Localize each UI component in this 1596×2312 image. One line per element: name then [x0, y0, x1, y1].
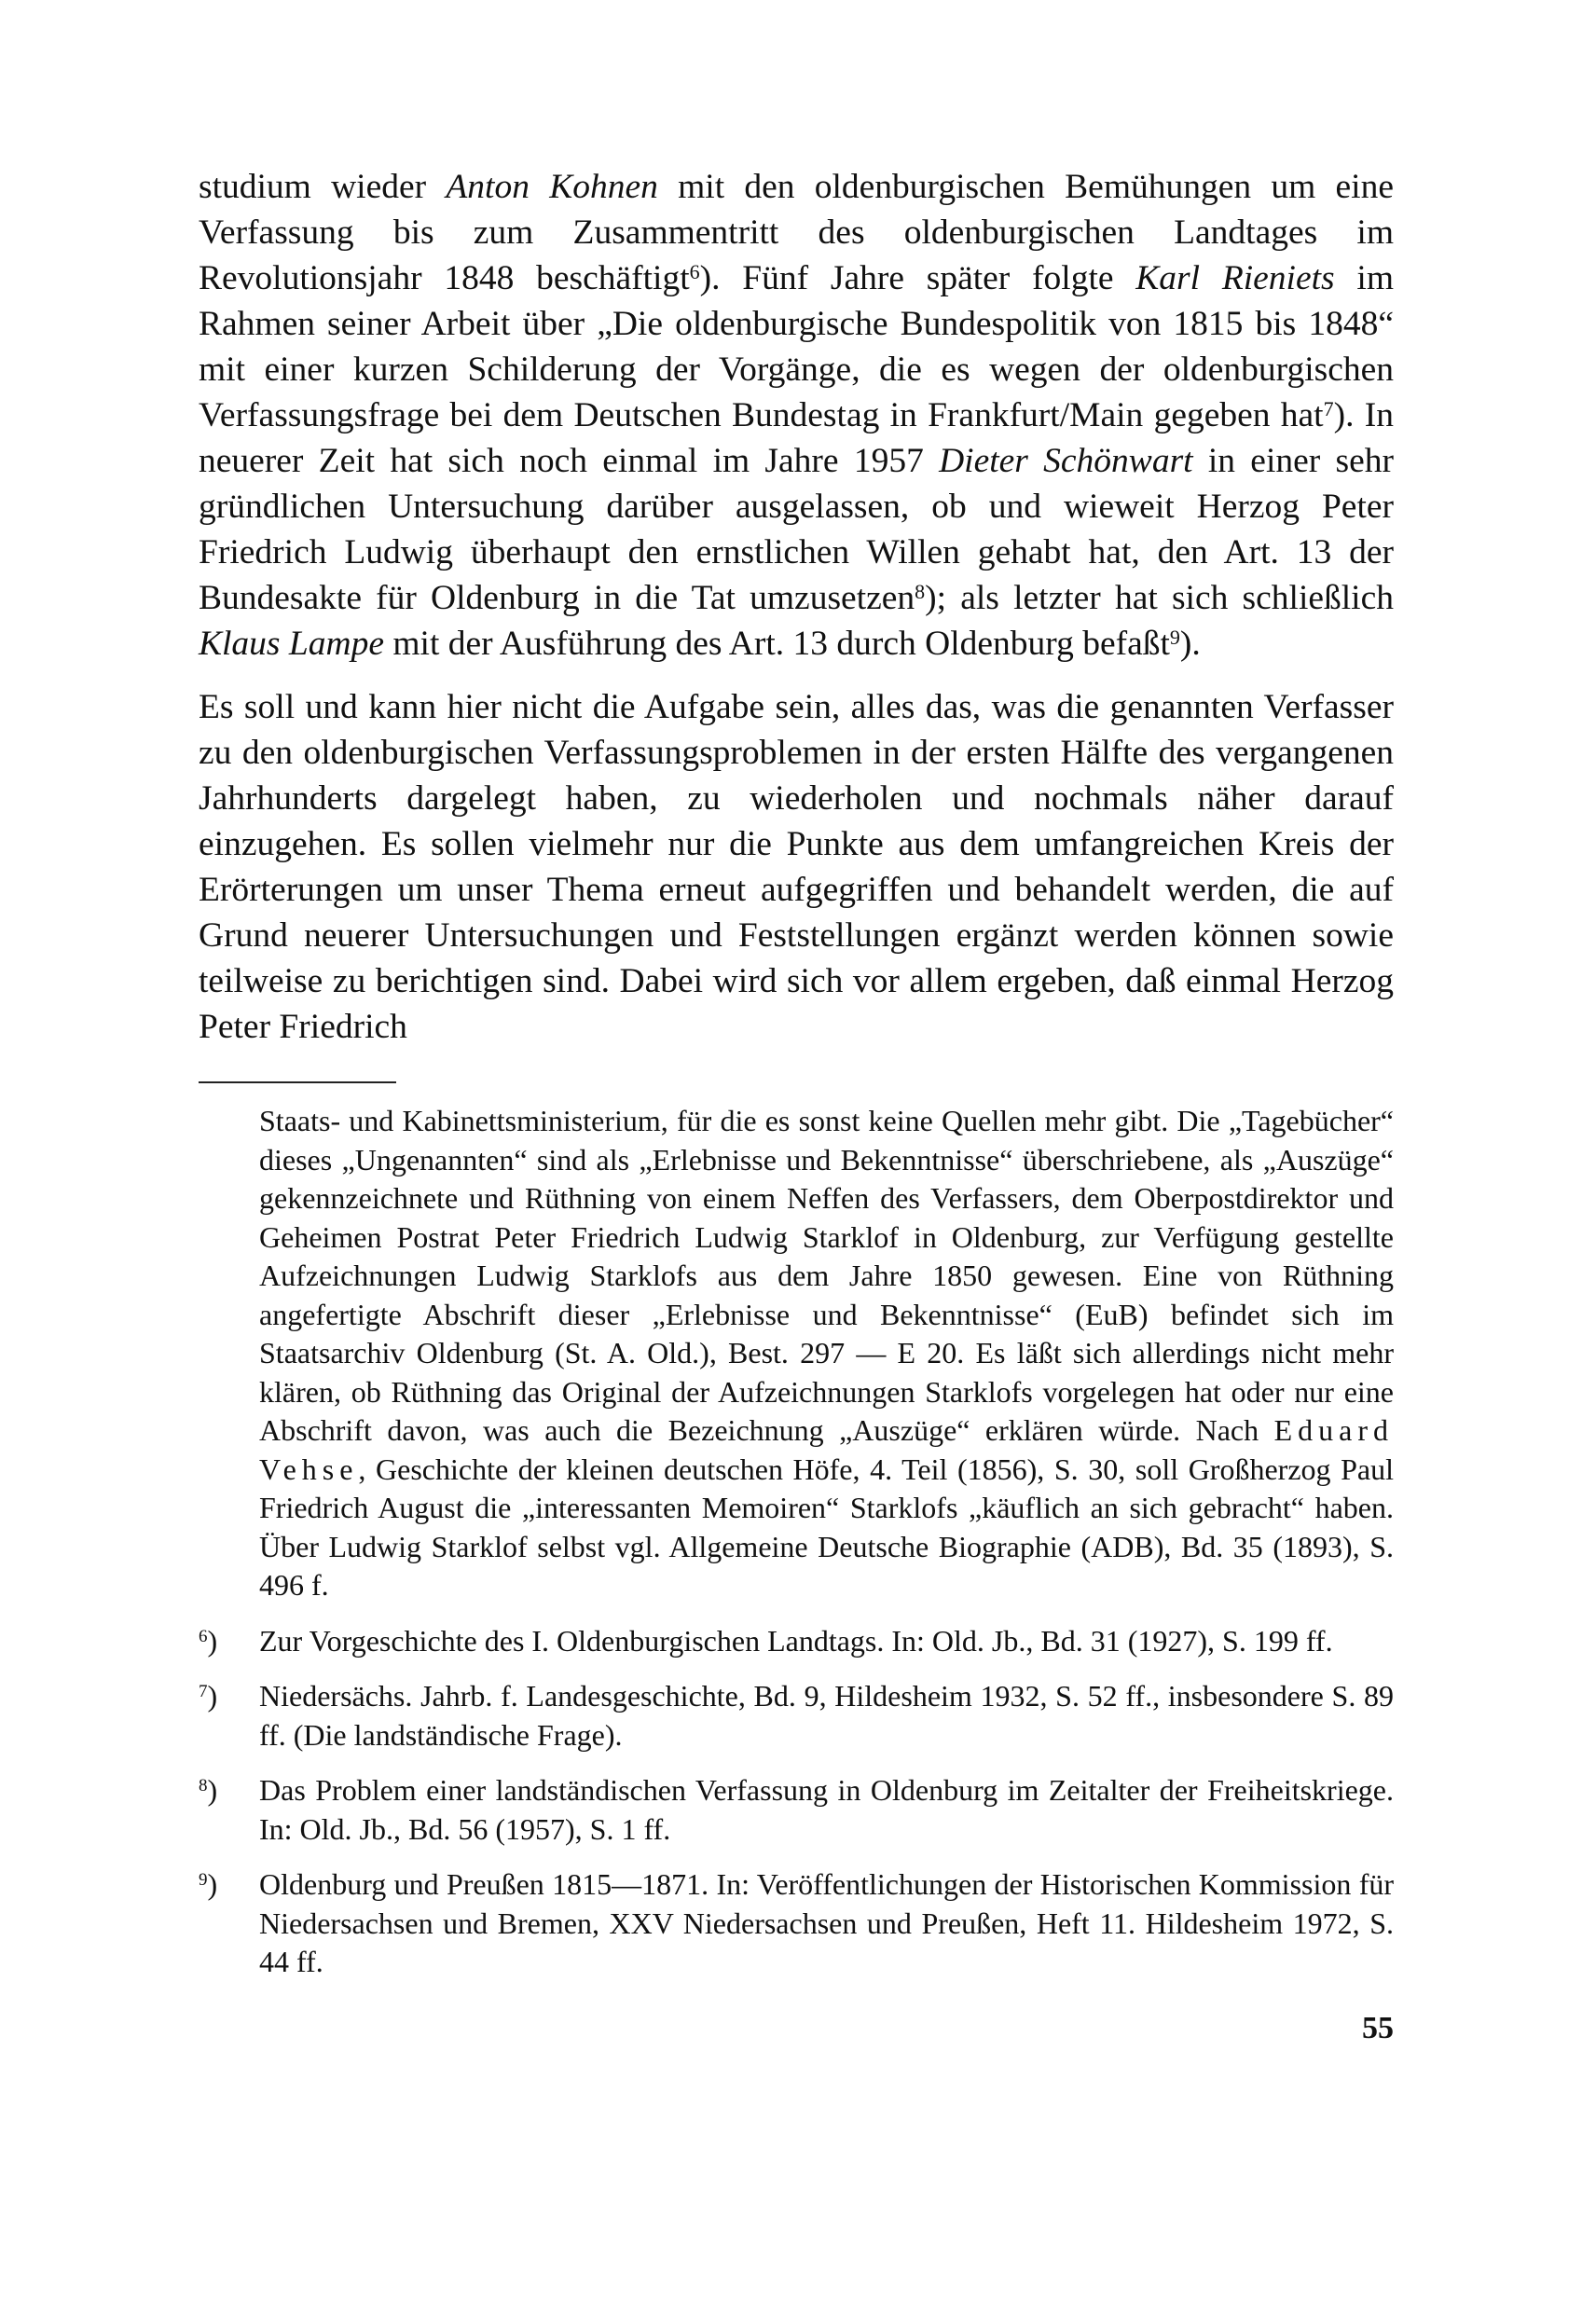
footnote-text: Das Problem einer landständischen Verfassung in Oldenburg im Zeitalter der Freiheitskriege. In: Old. Jb., Bd. 56 (1957), S. 1 ff.	[259, 1773, 1394, 1846]
footnote-continuation	[199, 1102, 1394, 1605]
footnote-ref-6[interactable]: 6	[689, 260, 700, 283]
text-run: , Geschichte der kleinen deutschen Höfe, 4. Teil (1856), S. 30, soll Großherzog Paul Friedrich August die „interessanten Memoiren“ Starklofs „käuflich an sich gebracht“ haben. Über Ludwig Starklof selbst vgl. Allgemeine Deutsche Biographie (ADB), Bd. 35 (1893), S. 496 f.	[259, 1452, 1394, 1602]
footnote-marker: 9	[199, 1870, 208, 1890]
footnote-text: Oldenburg und Preußen 1815—1871. In: Veröffentlichungen der Historischen Kommission für Niedersachsen und Bremen, XXV Niedersachsen und Preußen, Heft 11. Hildesheim 1972, S. 44 ff.	[259, 1867, 1394, 1978]
footnote-7	[199, 1677, 1394, 1755]
footnote-9	[199, 1865, 1394, 1982]
author-name: Klaus Lampe	[199, 625, 384, 663]
author-name: Anton Kohnen	[446, 168, 658, 206]
footnote-number: $^7$)	[199, 1679, 218, 1713]
text-run: ). In neuerer Zeit hat sich noch einmal im Jahre 1957	[199, 396, 1394, 480]
page-content	[199, 164, 1394, 1982]
footnote-marker: 6	[199, 1626, 208, 1646]
footnotes	[199, 1102, 1394, 1982]
author-name: Karl Rieniets	[1135, 259, 1335, 297]
text-run: Staats- und Kabinettsministerium, für die es sonst keine Quellen mehr gibt. Die „Tagebücher“ dieses „Ungenannten“ sind als „Erlebnisse und Bekenntnisse“ überschriebene, als „Auszüge“ gekennzeichnete und Rüthning von einem Neffen des Verfassers, dem Oberpostdirektor und Geheimen Postrat Peter Friedrich Ludwig Starklof in Oldenburg, zur Verfügung gestellte Aufzeichnungen Ludwig Starklofs aus dem Jahre 1850 gewesen. Eine von Rüthning angefertigte Abschrift dieser „Erlebnisse und Bekenntnisse“ (EuB) befindet sich im Staatsarchiv Oldenburg (St. A. Old.), Best. 297 — E 20. Es läßt sich allerdings nicht mehr klären, ob Rüthning das Original der Aufzeichnungen Starklofs vorgelegen hat oder nur eine Abschrift davon, was auch die Bezeichnung „Auszüge“ erklären würde. Nach	[259, 1104, 1394, 1447]
text-run: ). Fünf Jahre später folgte	[699, 259, 1136, 297]
footnote-divider	[199, 1081, 396, 1083]
footnote-6	[199, 1622, 1394, 1661]
text-run: in einer sehr gründlichen Untersuchung darüber ausgelassen, ob und wieweit Herzog Peter Friedrich Ludwig überhaupt den ernstlichen Willen gehabt hat, den Art. 13 der Bundesakte für Oldenburg in die Tat umzusetzen	[199, 442, 1394, 617]
author-name: Dieter Schönwart	[939, 442, 1193, 480]
page-number: 55	[1362, 2011, 1394, 2045]
text-run: mit den oldenburgischen Bemühungen um eine Verfassung bis zum Zusammentritt des oldenburgischen Landtages im Revolutionsjahr 1848 beschäftigt	[199, 168, 1394, 297]
footnote-text: Zur Vorgeschichte des I. Oldenburgischen Landtags. In: Old. Jb., Bd. 31 (1927), S. 199 ff.	[259, 1623, 1333, 1658]
author-name: Eduard Vehse	[259, 1413, 1394, 1486]
footnote-number: $^9$)	[199, 1867, 218, 1901]
footnote-ref-7[interactable]: 7	[1323, 397, 1334, 420]
footnote-ref-8[interactable]: 8	[915, 580, 926, 603]
body-paragraph-1	[199, 164, 1394, 667]
footnote-8	[199, 1771, 1394, 1849]
text-run: ).	[1179, 625, 1201, 663]
text-run: ); als letzter hat sich schließlich	[925, 579, 1394, 617]
footnote-text: Niedersächs. Jahrb. f. Landesgeschichte, Bd. 9, Hildesheim 1932, S. 52 ff., insbesondere S. 89 ff. (Die landständische Frage).	[259, 1679, 1394, 1752]
footnote-number: $^8$)	[199, 1773, 218, 1807]
footnote-marker: 7	[199, 1682, 208, 1701]
body-paragraph-2: Es soll und kann hier nicht die Aufgabe sein, alles das, was die genannten Verfasser zu den oldenburgischen Verfassungsproblemen in der ersten Hälfte des vergangenen Jahrhunderts dargelegt haben, zu wiederholen und nochmals näher darauf einzugehen. Es sollen vielmehr nur die Punkte aus dem umfangreichen Kreis der Erörterungen um unser Thema erneut aufgegriffen und behandelt werden, die auf Grund neuerer Untersuchungen und Feststellungen ergänzt werden können sowie teilweise zu berichtigen sind. Dabei wird sich vor allem ergeben, daß einmal Herzog Peter Friedrich	[199, 688, 1394, 1046]
text-run: im Rahmen seiner Arbeit über „Die oldenburgische Bundespolitik von 1815 bis 1848“ mit einer kurzen Schilderung der Vorgänge, die es wegen der oldenburgischen Verfassungsfrage bei dem Deutschen Bundestag in Frankfurt/Main gegeben hat	[199, 259, 1394, 434]
footnote-ref-9[interactable]: 9	[1169, 626, 1180, 649]
text-run: mit der Ausführung des Art. 13 durch Oldenburg befaßt	[383, 625, 1170, 663]
footnote-number: $^6$)	[199, 1623, 218, 1658]
text-run: studium wieder	[199, 168, 447, 206]
footnote-marker: 8	[199, 1776, 208, 1796]
